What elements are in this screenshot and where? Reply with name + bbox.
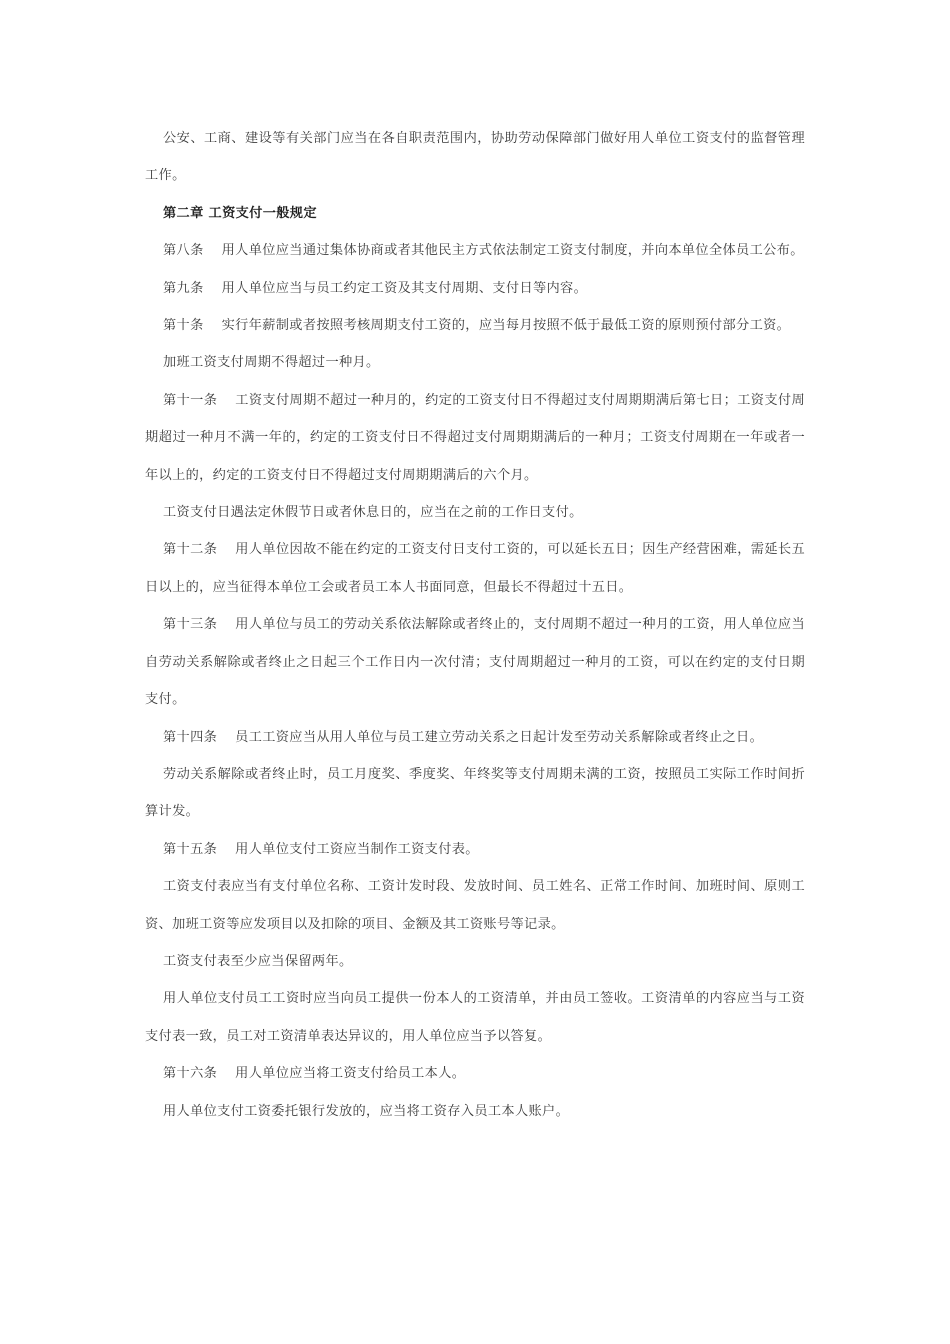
paragraph-text: 工资支付日遇法定休假节日或者休息日的，应当在之前的工作日支付。 (163, 505, 583, 521)
article-number: 第十二条 (163, 542, 218, 558)
article-text: 用人单位因故不能在约定的工资支付日支付工资的，可以延长五日；因生产经营困难，需延长五日以上的，应当征得本单位工会或者员工本人书面同意，但最长不得超过十五日。 (145, 542, 805, 595)
article-number: 第八条 (163, 243, 204, 259)
paragraph-text: 用人单位支付工资委托银行发放的，应当将工资存入员工本人账户。 (163, 1103, 570, 1119)
article-14 (145, 719, 805, 756)
paragraph-overtime (145, 344, 805, 381)
article-13 (145, 606, 805, 718)
article-text: 用人单位应当与员工约定工资及其支付周期、支付日等内容。 (221, 280, 588, 296)
paragraph-payslip (145, 980, 805, 1055)
paragraph-text: 用人单位支付员工工资时应当向员工提供一份本人的工资清单，并由员工签收。工资清单的内容应当与工资支付表一致，员工对工资清单表达异议的，用人单位应当予以答复。 (145, 991, 805, 1044)
article-text: 工资支付周期不超过一种月的，约定的工资支付日不得超过支付周期期满后第七日；工资支付周期超过一种月不满一年的，约定的工资支付日不得超过支付周期期满后的一种月；工资支付周期在一年或者一年以上的，约定的工资支付日不得超过支付周期期满后的六个月。 (145, 392, 805, 483)
article-number: 第十条 (163, 318, 204, 334)
article-text: 员工工资应当从用人单位与员工建立劳动关系之日起计发至劳动关系解除或者终止之日。 (235, 729, 764, 745)
document-body (145, 120, 805, 1130)
paragraph-text: 工资支付表至少应当保留两年。 (163, 953, 353, 969)
paragraph-text: 公安、工商、建设等有关部门应当在各自职责范围内，协助劳动保障部门做好用人单位工资支付的监督管理工作。 (145, 131, 805, 184)
article-text: 实行年薪制或者按照考核周期支付工资的，应当每月按照不低于最低工资的原则预付部分工资。 (221, 318, 791, 334)
article-number: 第十一条 (163, 392, 218, 408)
article-text: 用人单位支付工资应当制作工资支付表。 (235, 841, 479, 857)
paragraph-text: 工资支付表应当有支付单位名称、工资计发时段、发放时间、员工姓名、正常工作时间、加班时间、原则工资、加班工资等应发项目以及扣除的项目、金额及其工资账号等记录。 (145, 879, 805, 932)
article-number: 第十四条 (163, 729, 218, 745)
article-11 (145, 382, 805, 494)
paragraph-1 (145, 120, 805, 195)
article-8 (145, 232, 805, 269)
article-12 (145, 531, 805, 606)
article-16 (145, 1055, 805, 1092)
heading-text: 第二章 工资支付一般规定 (163, 205, 317, 221)
paragraph-text: 劳动关系解除或者终止时，员工月度奖、季度奖、年终奖等支付周期未满的工资，按照员工实际工作时间折算计发。 (145, 766, 805, 820)
article-text: 用人单位应当将工资支付给员工本人。 (235, 1066, 466, 1082)
article-number: 第九条 (163, 280, 204, 296)
paragraph-bank-transfer (145, 1093, 805, 1130)
article-10 (145, 307, 805, 344)
article-number: 第十六条 (163, 1066, 218, 1082)
chapter-heading (145, 195, 805, 232)
article-9 (145, 270, 805, 307)
article-text: 用人单位与员工的劳动关系依法解除或者终止的，支付周期不超过一种月的工资，用人单位应当自劳动关系解除或者终止之日起三个工作日内一次付清；支付周期超过一种月的工资，可以在约定的支付日期支付。 (145, 617, 805, 708)
paragraph-retention (145, 943, 805, 980)
article-number: 第十五条 (163, 841, 218, 857)
article-text: 用人单位应当通过集体协商或者其他民主方式依法制定工资支付制度，并向本单位全体员工公布。 (221, 243, 804, 259)
paragraph-payroll-contents (145, 868, 805, 943)
paragraph-holiday (145, 494, 805, 531)
article-15 (145, 831, 805, 868)
article-number: 第十三条 (163, 617, 218, 633)
paragraph-text: 加班工资支付周期不得超过一种月。 (163, 355, 380, 371)
paragraph-termination (145, 756, 805, 831)
